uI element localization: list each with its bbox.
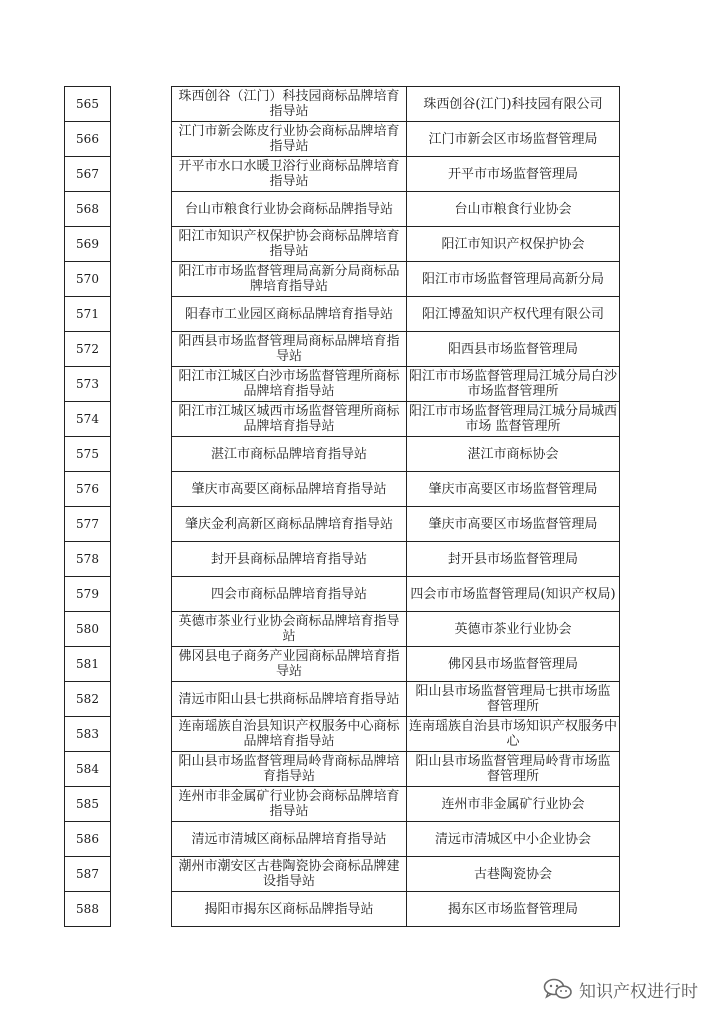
host-organization: 封开县市场监督管理局 bbox=[407, 542, 620, 577]
row-number: 580 bbox=[65, 612, 111, 647]
row-number: 576 bbox=[65, 472, 111, 507]
table-row bbox=[65, 157, 620, 192]
table-body bbox=[65, 87, 620, 927]
blank-cell bbox=[111, 367, 172, 402]
blank-cell bbox=[111, 192, 172, 227]
host-organization: 阳江市市场监督管理局江城分局白沙市场监督管理所 bbox=[407, 367, 620, 402]
row-number: 579 bbox=[65, 577, 111, 612]
host-organization: 阳山县市场监督管理局七拱市场监 督管理所 bbox=[407, 682, 620, 717]
row-number: 567 bbox=[65, 157, 111, 192]
host-organization: 连州市非金属矿行业协会 bbox=[407, 787, 620, 822]
station-name: 台山市粮食行业协会商标品牌指导站 bbox=[172, 192, 407, 227]
host-organization: 清远市清城区中小企业协会 bbox=[407, 822, 620, 857]
blank-cell bbox=[111, 87, 172, 122]
table-row bbox=[65, 612, 620, 647]
blank-cell bbox=[111, 787, 172, 822]
blank-cell bbox=[111, 682, 172, 717]
table-row bbox=[65, 192, 620, 227]
row-number: 572 bbox=[65, 332, 111, 367]
blank-cell bbox=[111, 332, 172, 367]
blank-cell bbox=[111, 472, 172, 507]
wechat-icon bbox=[543, 977, 573, 1001]
table-row bbox=[65, 402, 620, 437]
table-row bbox=[65, 892, 620, 927]
station-name: 湛江市商标品牌培育指导站 bbox=[172, 437, 407, 472]
table-row bbox=[65, 542, 620, 577]
station-name: 阳江市江城区白沙市场监督管理所商标品牌培育指导站 bbox=[172, 367, 407, 402]
blank-cell bbox=[111, 892, 172, 927]
station-name: 连州市非金属矿行业协会商标品牌培育指导站 bbox=[172, 787, 407, 822]
table-row bbox=[65, 787, 620, 822]
row-number: 574 bbox=[65, 402, 111, 437]
row-number: 582 bbox=[65, 682, 111, 717]
blank-cell bbox=[111, 822, 172, 857]
row-number: 571 bbox=[65, 297, 111, 332]
watermark-text: 知识产权进行时 bbox=[579, 981, 698, 1002]
table-row bbox=[65, 647, 620, 682]
station-name: 肇庆市高要区商标品牌培育指导站 bbox=[172, 472, 407, 507]
host-organization: 阳西县市场监督管理局 bbox=[407, 332, 620, 367]
host-organization: 肇庆市高要区市场监督管理局 bbox=[407, 472, 620, 507]
row-number: 583 bbox=[65, 717, 111, 752]
watermark bbox=[543, 974, 698, 1004]
station-name: 阳江市市场监督管理局高新分局商标品牌培育指导站 bbox=[172, 262, 407, 297]
blank-cell bbox=[111, 227, 172, 262]
host-organization: 连南瑶族自治县市场知识产权服务中心 bbox=[407, 717, 620, 752]
host-organization: 英德市茶业行业协会 bbox=[407, 612, 620, 647]
host-organization: 肇庆市高要区市场监督管理局 bbox=[407, 507, 620, 542]
blank-cell bbox=[111, 437, 172, 472]
table-row bbox=[65, 332, 620, 367]
host-organization: 四会市市场监督管理局(知识产权局) bbox=[407, 577, 620, 612]
table-row bbox=[65, 857, 620, 892]
blank-cell bbox=[111, 297, 172, 332]
station-name: 阳山县市场监督管理局岭背商标品牌培育指导站 bbox=[172, 752, 407, 787]
blank-cell bbox=[111, 122, 172, 157]
table-row bbox=[65, 822, 620, 857]
blank-cell bbox=[111, 612, 172, 647]
host-organization: 阳江博盈知识产权代理有限公司 bbox=[407, 297, 620, 332]
station-name: 清远市阳山县七拱商标品牌培育指导站 bbox=[172, 682, 407, 717]
table-row bbox=[65, 507, 620, 542]
row-number: 569 bbox=[65, 227, 111, 262]
station-name: 英德市茶业行业协会商标品牌培育指导站 bbox=[172, 612, 407, 647]
row-number: 578 bbox=[65, 542, 111, 577]
blank-cell bbox=[111, 157, 172, 192]
table-row bbox=[65, 717, 620, 752]
blank-cell bbox=[111, 647, 172, 682]
host-organization: 佛冈县市场监督管理局 bbox=[407, 647, 620, 682]
station-name: 阳春市工业园区商标品牌培育指导站 bbox=[172, 297, 407, 332]
row-number: 584 bbox=[65, 752, 111, 787]
table-row bbox=[65, 472, 620, 507]
station-name: 揭阳市揭东区商标品牌指导站 bbox=[172, 892, 407, 927]
table-row bbox=[65, 87, 620, 122]
host-organization: 台山市粮食行业协会 bbox=[407, 192, 620, 227]
row-number: 585 bbox=[65, 787, 111, 822]
blank-cell bbox=[111, 857, 172, 892]
host-organization: 古巷陶瓷协会 bbox=[407, 857, 620, 892]
station-name: 潮州市潮安区古巷陶瓷协会商标品牌建设指导站 bbox=[172, 857, 407, 892]
station-table bbox=[64, 86, 620, 927]
row-number: 577 bbox=[65, 507, 111, 542]
row-number: 587 bbox=[65, 857, 111, 892]
host-organization: 阳山县市场监督管理局岭背市场监 督管理所 bbox=[407, 752, 620, 787]
station-name: 四会市商标品牌培育指导站 bbox=[172, 577, 407, 612]
table-row bbox=[65, 437, 620, 472]
host-organization: 阳江市市场监督管理局高新分局 bbox=[407, 262, 620, 297]
station-name: 阳江市知识产权保护协会商标品牌培育指导站 bbox=[172, 227, 407, 262]
station-name: 连南瑶族自治县知识产权服务中心商标品牌培育指导站 bbox=[172, 717, 407, 752]
blank-cell bbox=[111, 752, 172, 787]
host-organization: 揭东区市场监督管理局 bbox=[407, 892, 620, 927]
row-number: 575 bbox=[65, 437, 111, 472]
table-row bbox=[65, 367, 620, 402]
table-row bbox=[65, 227, 620, 262]
row-number: 568 bbox=[65, 192, 111, 227]
host-organization: 珠西创谷(江门)科技园有限公司 bbox=[407, 87, 620, 122]
station-name: 佛冈县电子商务产业园商标品牌培育指导站 bbox=[172, 647, 407, 682]
blank-cell bbox=[111, 262, 172, 297]
table-row bbox=[65, 262, 620, 297]
row-number: 565 bbox=[65, 87, 111, 122]
blank-cell bbox=[111, 402, 172, 437]
row-number: 570 bbox=[65, 262, 111, 297]
station-name: 封开县商标品牌培育指导站 bbox=[172, 542, 407, 577]
row-number: 586 bbox=[65, 822, 111, 857]
station-name: 珠西创谷（江门）科技园商标品牌培育指导站 bbox=[172, 87, 407, 122]
table-row bbox=[65, 682, 620, 717]
row-number: 588 bbox=[65, 892, 111, 927]
blank-cell bbox=[111, 542, 172, 577]
station-name: 清远市清城区商标品牌培育指导站 bbox=[172, 822, 407, 857]
host-organization: 阳江市市场监督管理局江城分局城西市场 监督管理所 bbox=[407, 402, 620, 437]
station-name: 阳江市江城区城西市场监督管理所商标品牌培育指导站 bbox=[172, 402, 407, 437]
row-number: 573 bbox=[65, 367, 111, 402]
host-organization: 阳江市知识产权保护协会 bbox=[407, 227, 620, 262]
table-row bbox=[65, 122, 620, 157]
host-organization: 湛江市商标协会 bbox=[407, 437, 620, 472]
station-name: 江门市新会陈皮行业协会商标品牌培育指导站 bbox=[172, 122, 407, 157]
table-row bbox=[65, 297, 620, 332]
host-organization: 江门市新会区市场监督管理局 bbox=[407, 122, 620, 157]
row-number: 566 bbox=[65, 122, 111, 157]
host-organization: 开平市市场监督管理局 bbox=[407, 157, 620, 192]
blank-cell bbox=[111, 577, 172, 612]
blank-cell bbox=[111, 507, 172, 542]
table-row bbox=[65, 577, 620, 612]
blank-cell bbox=[111, 717, 172, 752]
table-row bbox=[65, 752, 620, 787]
station-name: 开平市水口水暖卫浴行业商标品牌培育指导站 bbox=[172, 157, 407, 192]
station-name: 阳西县市场监督管理局商标品牌培育指导站 bbox=[172, 332, 407, 367]
station-name: 肇庆金利高新区商标品牌培育指导站 bbox=[172, 507, 407, 542]
row-number: 581 bbox=[65, 647, 111, 682]
